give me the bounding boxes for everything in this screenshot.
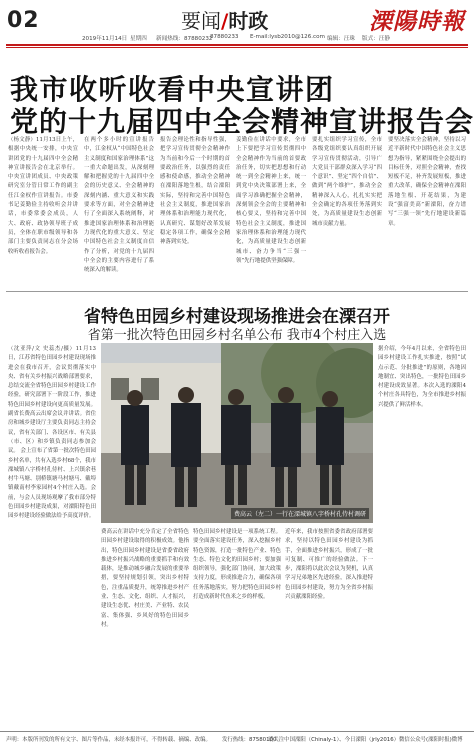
second-subheadline: 省第一批次特色田园乡村名单公布 我市4个村庄入选 <box>87 328 387 343</box>
lead-column-6 <box>388 136 466 284</box>
second-headline: 省特色田园乡村建设现场推进会在溧召开 <box>84 307 390 327</box>
news-hotline-2: 87880233 <box>210 34 239 40</box>
page-header <box>0 0 474 42</box>
lead-column-text: （杨文静）11月13日上午，根据中央统一安排，中央宣讲团党的十九届四中全会精神宣讲报告会在北京举行。中央宣讲团成员、中央政策研究室分管日常工作的副主任江金权作宣讲报告。市委书记姜勤俭主持收听会并讲话，市委常委会成员，人大、政府、政协领导班子成员，全体在职市级领导和各部门主要负责同志在分会场收听收看报告会。 <box>8 137 78 255</box>
newspaper-logo: 溧陽時報 <box>369 8 465 35</box>
section-name-b: 时政 <box>228 9 269 33</box>
issue-date: 2019年11月14日 <box>82 36 128 42</box>
layout-credit: 版式：汪静 <box>362 36 390 42</box>
second-column-text: 会上宣布了省第一批次特色田园乡村名单，共有入选乡村68个，我市溧城镇八字桥村孔侍村、上兴镇余巷村牛马塘、别桥镇塘马村塘马、戴埠镇戴南村李家园村4个村庄入选。会前，与会人员现场观摩了我市部分特色田园乡村建设成果，对溧阳特色田园乡村建设经验做法给予高度评价。 <box>8 448 96 520</box>
lead-column-4 <box>236 136 306 284</box>
second-column-text: 特色田园乡村建设是一项系统工程。要全面落实建设任务，深入挖掘乡村特色资源，打造一批特色产业、特色生态、特色文化的田园乡村；要加强组织领导，强化部门协同，加大政策支持力度，形成推进合力，确保各项任务落地落实，努力把特色田园乡村打造成新时代鱼米之乡的样板。 <box>193 529 281 601</box>
article-divider <box>6 291 468 292</box>
lead-column-text: 姜勤俭在讲话中要求，全市上下要把学习宣传贯彻四中全会精神作为当前的首要政治任务，切实把思想和行动统一到全会精神上来，统一到党中央决策部署上来，全面学习准确把握全会精神，深刻领会全会的主要精神和核心要义，坚持和完善中国特色社会主义制度，推进国家治理体系和治理能力现代化，为高质量建设生态创新城市、奋力争当“三强一领”先行地提供坚强保障。 <box>236 137 306 264</box>
lead-column-3 <box>160 136 230 284</box>
photo-caption: 费高云（左二）一行在溧城镇八字桥村孔侍村调研 <box>231 508 369 519</box>
lead-column-text: 要坚决落实全会精神，坚持以习近平新时代中国特色社会主义思想为指导，紧紧围绕全会提出的目标任务，对照全会精神，查找短板不足，补齐发展短板，推进重大改革，确保全会精神在溧阳落地生根、开花结果，为建设“强富美高”新溧阳，奋力谱写“三强一领”先行地建设新篇章。 <box>388 137 466 227</box>
header-rule <box>6 44 468 46</box>
section-title <box>181 5 268 34</box>
lead-column-2 <box>84 136 154 284</box>
contact-email[interactable]: E-mail:lysb2010@126.com <box>250 34 325 40</box>
photo-illustration <box>101 343 373 523</box>
issue-weekday: 星期四 <box>130 36 147 42</box>
lead-column-5 <box>312 136 382 284</box>
lead-column-1 <box>8 136 78 284</box>
lead-column-text: 要扎实组织学习宣传，全市各级党组织要认真组织开展学习宣传贯彻活动，引导广大党员干部群众深入学习“四个意识”、坚定“四个自信”、做到“两个维护”，推动全会精神深入人心，扎扎实实把全会确定的各项任务落到实处，为高质量建设生态创新城市贡献力量。 <box>312 137 382 227</box>
second-column-1 <box>8 345 96 727</box>
section-name-a: 要闻 <box>181 9 221 33</box>
footer-disclaimer: 声明：本版所刊发的所有文字、图片等作品，未经本报许可，不得转载、摘编、改编。 <box>6 737 211 743</box>
second-column-text: 近年来，我市按照省委省政府部署要求，坚持以特色田园乡村建设为抓手，全面推进乡村振兴，形成了一批可复制、可推广的经验做法。下一步，溧阳将以此次会议为契机，认真学习兄弟地区先进经验，深入推进特色田园乡村建设，努力为全省乡村振兴贡献溧阳经验。 <box>285 529 373 601</box>
second-column-text: （沈亚萍/文 史蕊杰/摄）11月13日，江苏省特色田园乡村建设现场推进会在我市召开，会议贯彻落实中央、省有关乡村振兴战略部署要求，总结交流全省特色田园乡村建设工作经验，研究部署下一阶段工作，推进特色田园乡村建设向更高质量发展。副省长费高云出席会议并讲话。省住房和城乡建设厅主要负责同志主持会议，省有关部门、各设区市、有关县（市、区）和乡镇负责同志参加会议。 <box>8 346 96 455</box>
lead-column-text: 报告会理论性和指导性强，把学习宣传贯彻全会精神作为当前和今后一个时期的首要政治任务，以强烈的责任感和使命感，推动全会精神在溧阳落地生根，结合溧阳实际，坚持和完善中国特色社会主义制度，推进国家治理体系和治理能力现代化，认真研究、谋划好改革发展稳定各项工作，确保全会精神落到实处。 <box>160 137 230 246</box>
second-column-text: 费高云在讲话中充分肯定了全省特色田园乡村建设取得的积极成效。他指出，特色田园乡村建设是省委省政府推进乡村振兴战略的重要抓手和有效载体，是推动城乡融合发展的重要举措，要坚持规划引领，突出乡村特色，注重品质提升，统筹推进乡村产业、生态、文化、组织、人才振兴，建设生态优、村庄美、产业特、农民富、集体强、乡风好的特色田园乡村。 <box>101 529 189 628</box>
lead-headline-line2: 党的十九届四中全会精神宣讲报告会 <box>10 105 474 138</box>
section-separator: / <box>221 9 229 33</box>
second-column-4 <box>285 528 373 727</box>
second-column-3 <box>193 528 281 727</box>
editor-credit: 编辑：汪珠 <box>327 36 355 42</box>
footer-hotline: 发行热线：87580100 <box>222 737 277 743</box>
header-rule-thin <box>6 47 468 48</box>
issue-meta <box>0 34 474 43</box>
page-number: 02 <box>7 8 40 33</box>
page-footer <box>0 731 474 743</box>
news-hotline: 新闻热线：87880232 <box>156 36 213 42</box>
second-column-text: 据介绍，今年4月以来，全省特色田园乡村建设工作扎实推进，按照“试点示范、分批推进”的原则，各地因地制宜、突出特色，一批特色田园乡村建设成效显著。本次入选的溧阳4个村庄各具特色，为全市推进乡村振兴提供了鲜活样本。 <box>378 346 466 408</box>
second-column-5 <box>378 345 466 727</box>
news-photo <box>101 343 373 523</box>
second-column-2 <box>101 528 189 727</box>
lead-column-text: 在两个多小时的宣讲报告中，江金权从“中国特色社会主义制度和国家治理体系”这一重大命题出发，从深刻理解和把握党的十九届四中全会的历史意义、全会精神的深刻内涵、重大意义和实践要求等方面，对全会精神进行了全面深入系统阐释，对推进国家治理体系和治理能力现代化的重大意义、坚定中国特色社会主义制度自信作了分析，对党的十九届四中全会的主要内容进行了系统深入的解读。 <box>84 137 154 274</box>
footer-social: 请关注中国溧阳（Chinaly-1）、今日溧阳（jrly2016）微信公众号(溧阳时报)微博 <box>268 737 463 743</box>
lead-headline-line1: 我市收听收看中央宣讲团 <box>10 73 335 106</box>
